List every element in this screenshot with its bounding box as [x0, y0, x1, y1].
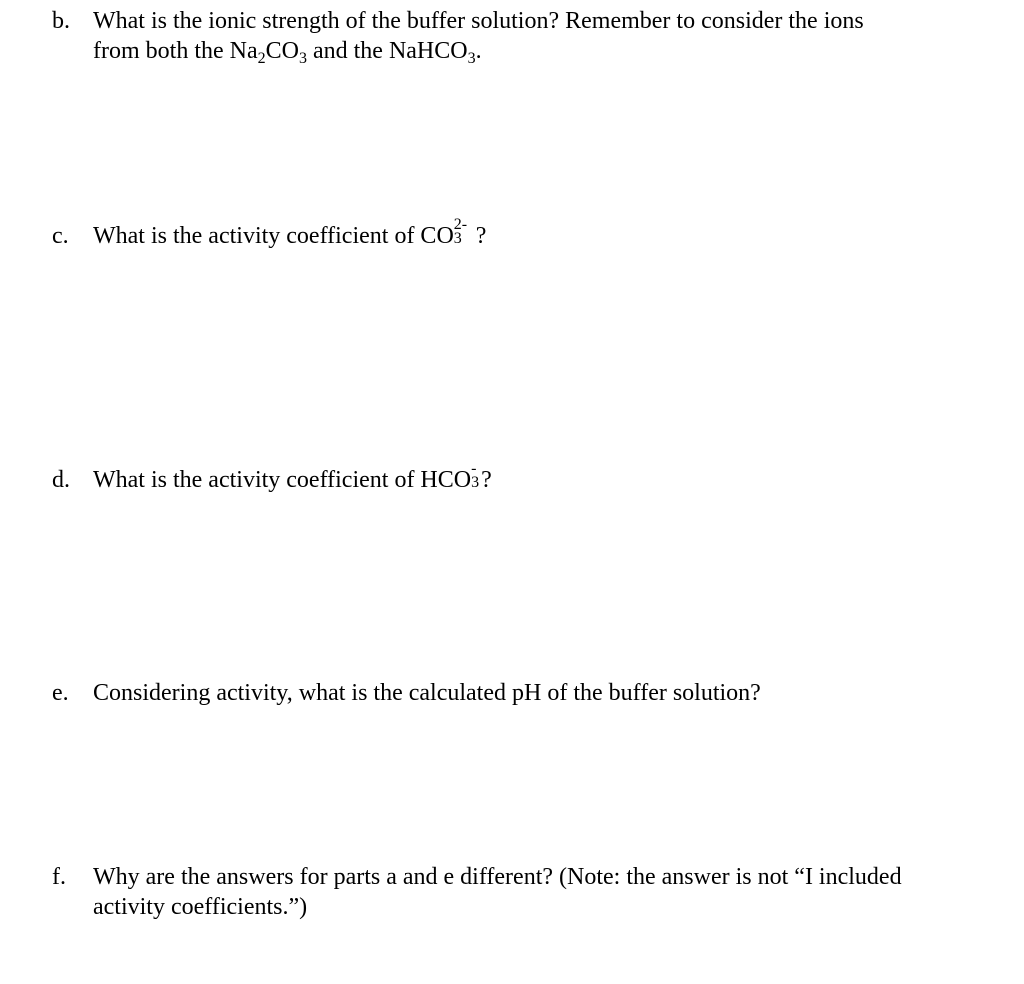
superscript: - [471, 460, 477, 477]
charge-notation [453, 216, 476, 247]
question-e-text: Considering activity, what is the calculated pH of the buffer solution? [93, 680, 761, 706]
question-c-text-part: ? [475, 223, 487, 249]
question-b-line-1: What is the ionic strength of the buffer solution? Remember to consider the ions [93, 8, 864, 34]
question-b [52, 6, 1012, 66]
question-f [52, 862, 1012, 922]
subscript: 2 [257, 50, 266, 67]
question-c-text-part: What is the activity coefficient of CO [93, 223, 454, 249]
question-d-text [93, 460, 1012, 495]
question-c-text [93, 216, 1012, 251]
subscript: 3 [298, 50, 307, 67]
question-b-text [93, 6, 1012, 66]
question-f-line-1: Why are the answers for parts a and e different? (Note: the answer is not “I included [93, 864, 902, 890]
question-d [52, 460, 1012, 495]
superscript: 2- [453, 216, 468, 233]
question-c-label: c. [52, 223, 69, 249]
question-d-text-part: ? [481, 467, 492, 493]
question-e-label: e. [52, 680, 69, 706]
subscript: 3 [467, 50, 476, 67]
question-d-text-part: What is the activity coefficient of HCO [93, 467, 472, 493]
question-f-line-2: activity coefficients.”) [93, 894, 308, 920]
question-b-text-part: and the NaHCO [306, 38, 468, 64]
question-c [52, 216, 1012, 251]
question-b-line-2 [93, 36, 1012, 66]
subscript: 3 [453, 230, 462, 247]
question-e [52, 678, 1012, 708]
question-b-text-part: . [475, 38, 482, 64]
question-b-text-part: CO [265, 38, 299, 64]
question-f-text [93, 862, 1012, 922]
question-b-label: b. [52, 8, 70, 34]
question-f-label: f. [52, 864, 66, 890]
question-b-text-part: from both the Na [93, 38, 258, 64]
charge-notation [471, 460, 481, 491]
subscript: 3 [471, 474, 480, 491]
question-d-label: d. [52, 467, 70, 493]
